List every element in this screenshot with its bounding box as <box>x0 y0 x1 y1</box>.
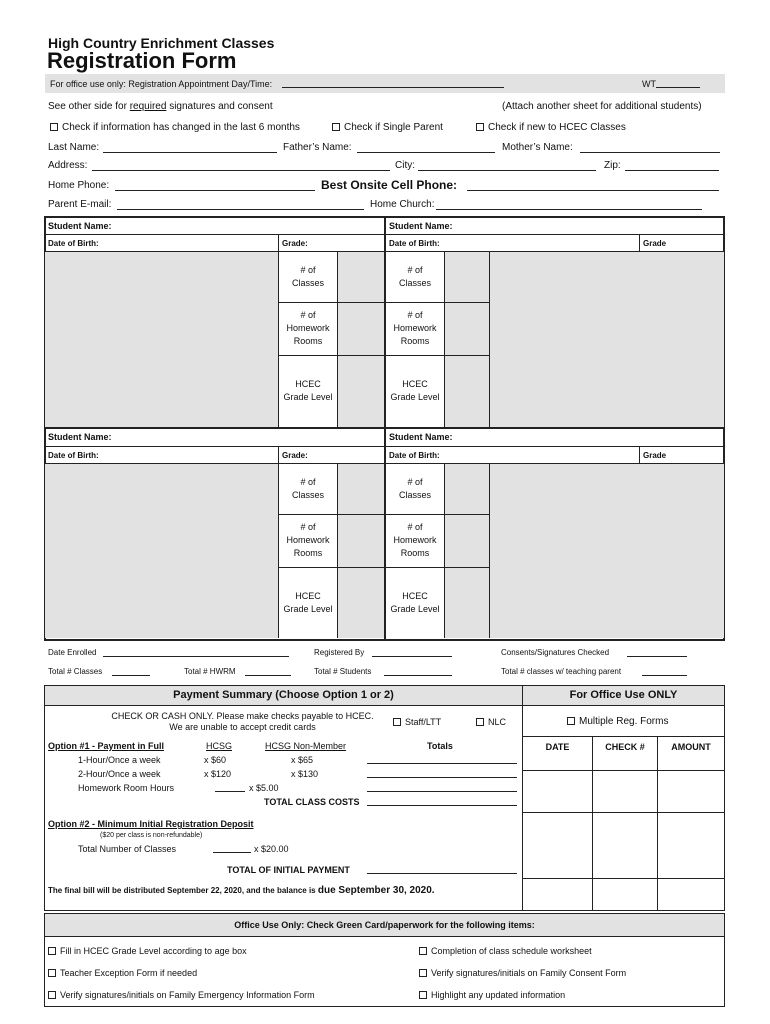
appointment-line[interactable] <box>282 78 504 88</box>
student-photo-area[interactable] <box>490 252 724 427</box>
wt-label: WT <box>642 79 656 89</box>
address-field[interactable] <box>92 161 390 171</box>
mother-name-label: Mother’s Name: <box>502 142 573 153</box>
cell-line <box>385 567 489 568</box>
checkbox-icon[interactable] <box>48 947 56 955</box>
homework-rooms-label: # of Homework Rooms <box>393 310 437 346</box>
email-label: Parent E-mail: <box>48 199 112 210</box>
entry-column[interactable] <box>338 252 384 427</box>
checklist-item[interactable]: Fill in HCEC Grade Level according to age box <box>48 945 247 957</box>
one-hour-total[interactable] <box>367 754 517 764</box>
church-field[interactable] <box>436 200 702 210</box>
total-hwrm-label: Total # HWRM <box>184 667 236 676</box>
num-classes-rate: x $20.00 <box>254 844 289 854</box>
row-line <box>522 770 725 771</box>
checkbox-icon[interactable] <box>50 123 58 131</box>
row-line <box>522 878 725 879</box>
dob-label: Date of Birth: <box>48 451 99 460</box>
grade-level-label: HCEC Grade Level <box>283 379 333 402</box>
cell-line <box>639 446 640 463</box>
homework-rooms-label: # of Homework Rooms <box>286 310 330 346</box>
payment-header: Payment Summary (Choose Option 1 or 2) <box>173 689 394 701</box>
dob-label: Date of Birth: <box>48 239 99 248</box>
mother-name-field[interactable] <box>580 143 720 153</box>
student-photo-area[interactable] <box>45 252 278 427</box>
option1-heading: Option #1 - Payment in Full <box>48 741 165 751</box>
zip-label: Zip: <box>604 160 621 171</box>
homework-hours-total[interactable] <box>367 782 517 792</box>
cell-phone-label: Best Onsite Cell Phone: <box>321 178 458 192</box>
checkbox-icon[interactable] <box>48 969 56 977</box>
cell-line <box>278 446 279 463</box>
zip-field[interactable] <box>625 161 719 171</box>
hcsg-column: HCSG <box>206 741 233 751</box>
checkbox-icon[interactable] <box>419 969 427 977</box>
city-field[interactable] <box>418 161 596 171</box>
row-line <box>385 446 724 447</box>
total-hwrm-field[interactable] <box>245 666 291 676</box>
student-name-label: Student Name: <box>389 432 453 442</box>
address-label: Address: <box>48 160 88 171</box>
nlc-checkbox[interactable]: NLC <box>476 716 506 728</box>
check-changed[interactable]: Check if information has changed in the last 6 months <box>50 122 300 134</box>
office-use-label: For office use only: Registration Appointment Day/Time: <box>50 79 273 89</box>
checklist-item[interactable]: Verify signatures/initials on Family Emergency Information Form <box>48 989 315 1001</box>
one-hour-hcsg: x $60 <box>204 755 227 765</box>
cell-line <box>592 736 593 911</box>
homework-hours-label: Homework Room Hours <box>78 783 175 793</box>
date-enrolled-field[interactable] <box>103 647 289 657</box>
student-photo-area[interactable] <box>45 464 278 638</box>
date-enrolled-label: Date Enrolled <box>48 648 97 657</box>
checkbox-icon[interactable] <box>332 123 340 131</box>
checklist-item[interactable]: Verify signatures/initials on Family Consent Form <box>419 967 626 979</box>
total-students-field[interactable] <box>384 666 452 676</box>
cell-line <box>385 355 489 356</box>
option2-heading: Option #2 - Minimum Initial Registration Deposit <box>48 819 254 829</box>
form-title: Registration Form <box>47 48 237 73</box>
two-hour-hcsg: x $120 <box>204 769 232 779</box>
total-students-label: Total # Students <box>314 667 372 676</box>
grid-divider <box>44 427 725 429</box>
student-name-label: Student Name: <box>389 221 453 231</box>
entry-column[interactable] <box>445 464 489 638</box>
check-column-header: CHECK # <box>605 742 645 752</box>
student-name-label: Student Name: <box>48 432 112 442</box>
no-credit-note: We are unable to accept credit cards <box>169 722 316 732</box>
grade-label: Grade <box>643 451 667 460</box>
two-hour-nonmember: x $130 <box>291 769 319 779</box>
total-teaching-label: Total # classes w/ teaching parent <box>501 667 622 676</box>
homework-hours-rate: x $5.00 <box>249 783 279 793</box>
row-line <box>44 705 725 706</box>
org-name: High Country Enrichment Classes <box>48 35 275 51</box>
total-initial-label: TOTAL OF INITIAL PAYMENT <box>227 865 350 875</box>
last-name-label: Last Name: <box>48 142 100 153</box>
final-bill-note: The final bill will be distributed September 22, 2020, and the balance is due September 30, 2020. <box>48 885 435 896</box>
registered-by-field[interactable] <box>372 647 452 657</box>
cell-line <box>657 736 658 911</box>
registered-by-label: Registered By <box>314 648 365 657</box>
grade-label: Grade: <box>282 239 308 248</box>
num-classes-label: # of Classes <box>291 265 324 288</box>
row-line <box>45 234 384 235</box>
row-line <box>522 736 725 737</box>
checklist-item[interactable]: Teacher Exception Form if needed <box>48 967 197 979</box>
father-name-label: Father’s Name: <box>283 142 352 153</box>
num-classes-label: # of Classes <box>398 477 431 500</box>
home-phone-field[interactable] <box>115 181 315 191</box>
wt-line[interactable] <box>656 78 700 88</box>
checkbox-icon[interactable] <box>567 717 575 725</box>
church-label: Home Church: <box>370 199 435 210</box>
cell-line <box>278 234 279 251</box>
checklist-header: Office Use Only: Check Green Card/paperwork for the following items: <box>234 920 535 930</box>
total-classes-label: Total # Classes <box>48 667 103 676</box>
cell-line <box>385 302 489 303</box>
checkbox-icon[interactable] <box>48 991 56 999</box>
nonmember-column: HCSG Non-Member <box>265 741 347 751</box>
grade-level-label: HCEC Grade Level <box>283 591 333 614</box>
checkbox-icon[interactable] <box>476 718 484 726</box>
attach-note: (Attach another sheet for additional students) <box>502 101 702 112</box>
check-single-parent[interactable]: Check if Single Parent <box>332 122 443 134</box>
checklist-item[interactable]: Highlight any updated information <box>419 989 565 1001</box>
one-hour-label: 1-Hour/Once a week <box>78 755 161 765</box>
email-field[interactable] <box>117 200 364 210</box>
city-label: City: <box>395 160 415 171</box>
num-classes-label: Total Number of Classes <box>78 844 177 854</box>
checkbox-icon[interactable] <box>476 123 484 131</box>
homework-rooms-label: # of Homework Rooms <box>286 522 330 558</box>
grade-level-label: HCEC Grade Level <box>390 379 440 402</box>
student-photo-area[interactable] <box>490 464 724 638</box>
cell-line <box>278 567 384 568</box>
row-line <box>45 446 384 447</box>
consents-label: Consents/Signatures Checked <box>501 648 610 657</box>
row-line <box>385 234 724 235</box>
multiple-forms-checkbox[interactable]: Multiple Reg. Forms <box>567 716 668 728</box>
checkbox-icon[interactable] <box>419 991 427 999</box>
cell-phone-field[interactable] <box>467 181 719 191</box>
cell-line <box>385 514 489 515</box>
total-class-costs-label: TOTAL CLASS COSTS <box>264 797 360 807</box>
checkbox-icon[interactable] <box>419 947 427 955</box>
two-hour-total[interactable] <box>367 768 517 778</box>
amount-column-header: AMOUNT <box>671 742 711 752</box>
dob-label: Date of Birth: <box>389 451 440 460</box>
num-classes-label: # of Classes <box>291 477 324 500</box>
cell-line <box>278 355 384 356</box>
two-hour-label: 2-Hour/Once a week <box>78 769 161 779</box>
total-initial-field[interactable] <box>367 864 517 874</box>
father-name-field[interactable] <box>357 143 495 153</box>
cell-line <box>278 302 384 303</box>
student-name-label: Student Name: <box>48 221 112 231</box>
totals-column: Totals <box>427 741 453 751</box>
num-classes-label: # of Classes <box>398 265 431 288</box>
entry-column[interactable] <box>445 252 489 427</box>
date-column-header: DATE <box>545 742 570 752</box>
grade-level-label: HCEC Grade Level <box>390 591 440 614</box>
home-phone-label: Home Phone: <box>48 180 110 191</box>
last-name-field[interactable] <box>103 143 277 153</box>
entry-column[interactable] <box>338 464 384 638</box>
total-classes-field[interactable] <box>112 666 150 676</box>
checklist-item[interactable]: Completion of class schedule worksheet <box>419 945 592 957</box>
one-hour-nonmember: x $65 <box>291 755 314 765</box>
check-new-hcec[interactable]: Check if new to HCEC Classes <box>476 122 626 134</box>
total-class-costs-field[interactable] <box>367 796 517 806</box>
staff-checkbox[interactable]: Staff/LTT <box>393 716 441 728</box>
homework-rooms-label: # of Homework Rooms <box>393 522 437 558</box>
grade-label: Grade: <box>282 451 308 460</box>
num-classes-field[interactable] <box>213 843 251 853</box>
dob-label: Date of Birth: <box>389 239 440 248</box>
grade-label: Grade <box>643 239 667 248</box>
row-line <box>44 936 725 937</box>
option2-note: ($20 per class is non-refundable) <box>100 832 203 839</box>
office-header: For Office Use ONLY <box>569 689 678 701</box>
cell-line <box>278 514 384 515</box>
cash-only-note: CHECK OR CASH ONLY. Please make checks payable to HCEC. <box>111 711 374 721</box>
consents-field[interactable] <box>627 647 687 657</box>
row-line <box>522 812 725 813</box>
cell-line <box>639 234 640 251</box>
signature-note: See other side for required signatures and consent <box>48 101 273 112</box>
checkbox-icon[interactable] <box>393 718 401 726</box>
office-use-bar <box>45 74 725 93</box>
total-teaching-field[interactable] <box>642 666 687 676</box>
homework-hours-field[interactable] <box>215 782 245 792</box>
